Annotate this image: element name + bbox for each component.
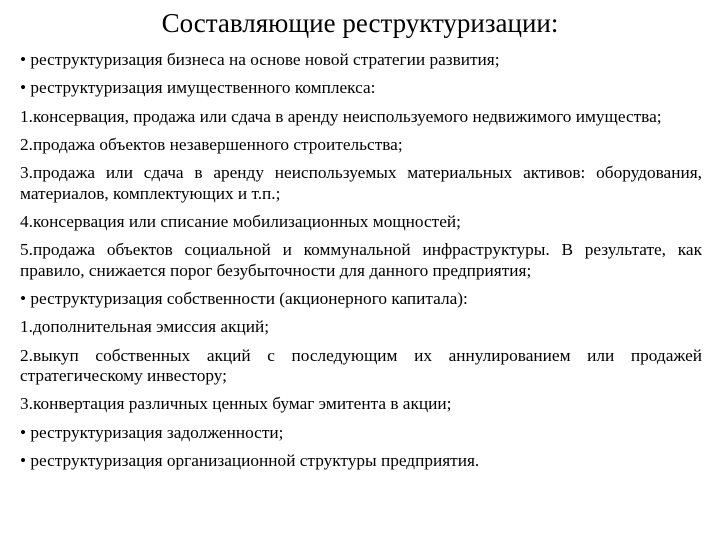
bullet-ownership-restructuring: • реструктуризация собственности (акционерного капитала): [20,289,468,309]
bullet-debt-restructuring: • реструктуризация задолженности; [20,422,284,442]
item-property-5: 5.продажа объектов социальной и коммунальной инфраструктуры. В результате, как правило, снижается порог безубыточности для данного предприятия; [20,240,702,280]
slide-body [20,50,702,479]
slide-title: Составляющие реструктуризации: [161,8,559,38]
bullet-org-structure-restructuring: • реструктуризация организационной структуры предприятия. [20,451,480,471]
item-property-1: 1.консервация, продажа или сдача в аренду неиспользуемого недвижимого имущества; [20,106,662,126]
item-property-4: 4.консервация или списание мобилизационных мощностей; [20,211,461,231]
item-ownership-1: 1.дополнительная эмиссия акций; [20,317,270,337]
bullet-business-restructuring: • реструктуризация бизнеса на основе новой стратегии развития; [20,50,500,69]
item-ownership-3: 3.конвертация различных ценных бумаг эмитента в акции; [20,394,452,414]
item-property-2: 2.продажа объектов незавершенного строительства; [20,134,403,154]
item-ownership-2: 2.выкуп собственных акций с последующим их аннулированием или продажей стратегическому инвестору; [20,345,702,386]
bullet-property-restructuring: • реструктуризация имущественного комплекса: [20,78,376,98]
item-property-3: 3.продажа или сдача в аренду неиспользуемых материальных активов: оборудования, материалов, комплектующих и т.п.; [20,163,702,203]
